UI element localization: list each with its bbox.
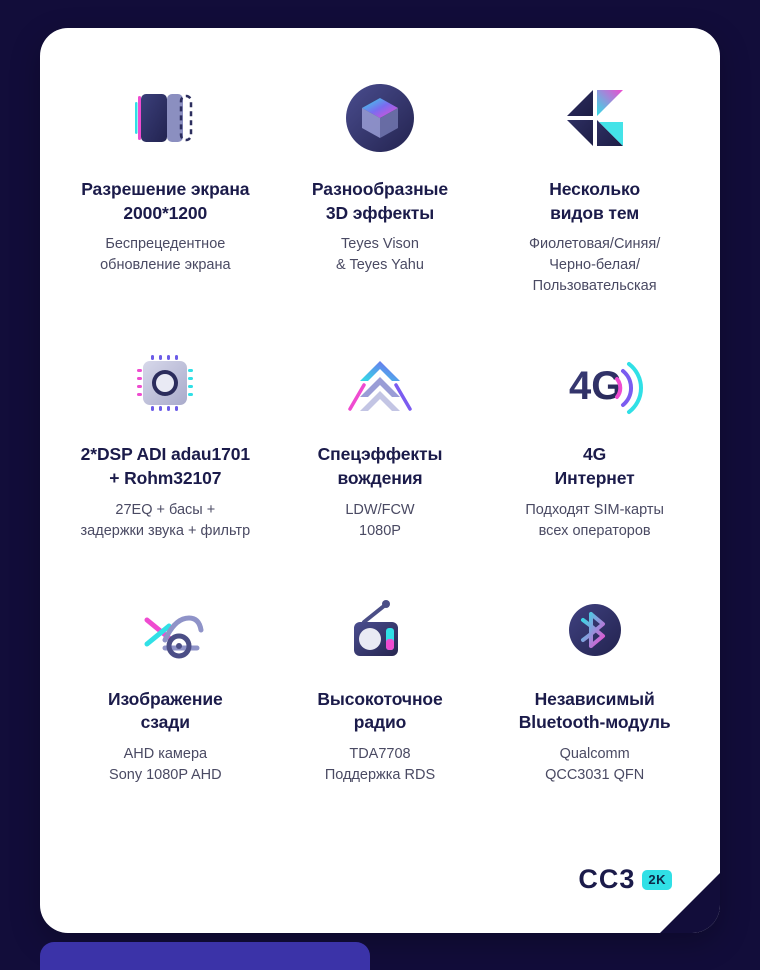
feature-item — [273, 323, 488, 567]
feature-title: 2*DSP ADI adau1701 + Rohm32107 — [80, 444, 251, 488]
brand-name: CC3 — [578, 864, 636, 894]
feature-description: Teyes Vison & Teyes Yahu — [336, 236, 424, 274]
radio-icon — [328, 578, 432, 678]
feature-description: LDW/FCW 1080P — [345, 501, 415, 539]
screen-resolution-icon — [119, 68, 211, 168]
feature-title: Спецэффекты вождения — [317, 444, 443, 488]
feature-description: Беспрецедентное обновление экрана — [100, 236, 231, 274]
feature-title: Высокоточное радио — [317, 688, 443, 733]
dsp-chip-icon — [119, 333, 211, 433]
bluetooth-icon — [543, 578, 647, 678]
feature-title: Разнообразные 3D эффекты — [311, 179, 449, 223]
feature-description: Подходят SIM-карты всех операторов — [525, 501, 664, 539]
rear-camera-icon — [113, 578, 217, 678]
feature-item — [273, 58, 488, 323]
feature-title: Изображение сзади — [108, 688, 223, 733]
svg-text:4G: 4G — [568, 364, 622, 409]
feature-title: Независимый Bluetooth-модуль — [518, 688, 671, 733]
brand-logo — [578, 864, 672, 895]
feature-description: AHD камера Sony 1080P AHD — [109, 745, 222, 783]
4g-internet-icon — [543, 333, 647, 433]
feature-title: 4G Интернет — [554, 444, 635, 488]
feature-title: Разрешение экрана 2000*1200 — [81, 179, 250, 223]
brand-badge-2k: 2K — [642, 870, 672, 890]
feature-item — [58, 58, 273, 323]
feature-description: Qualcomm QCC3031 QFN — [545, 745, 645, 783]
driving-effects-icon — [328, 333, 432, 433]
feature-item — [487, 323, 702, 567]
bottom-strip — [40, 942, 370, 970]
feature-grid — [58, 58, 702, 812]
feature-title: Несколько видов тем — [549, 179, 641, 223]
feature-description: TDA7708 Поддержка RDS — [324, 745, 436, 783]
feature-card — [40, 28, 720, 933]
feature-item — [58, 323, 273, 567]
feature-item — [273, 568, 488, 812]
feature-description: Фиолетовая/Синяя/ Черно-белая/ Пользовательская — [529, 236, 661, 295]
feature-item — [58, 568, 273, 812]
feature-item — [487, 568, 702, 812]
feature-description: 27EQ + басы + задержки звука + фильтр — [80, 501, 251, 539]
feature-item — [487, 58, 702, 323]
3d-cube-icon — [334, 68, 426, 168]
themes-icon — [549, 68, 641, 168]
